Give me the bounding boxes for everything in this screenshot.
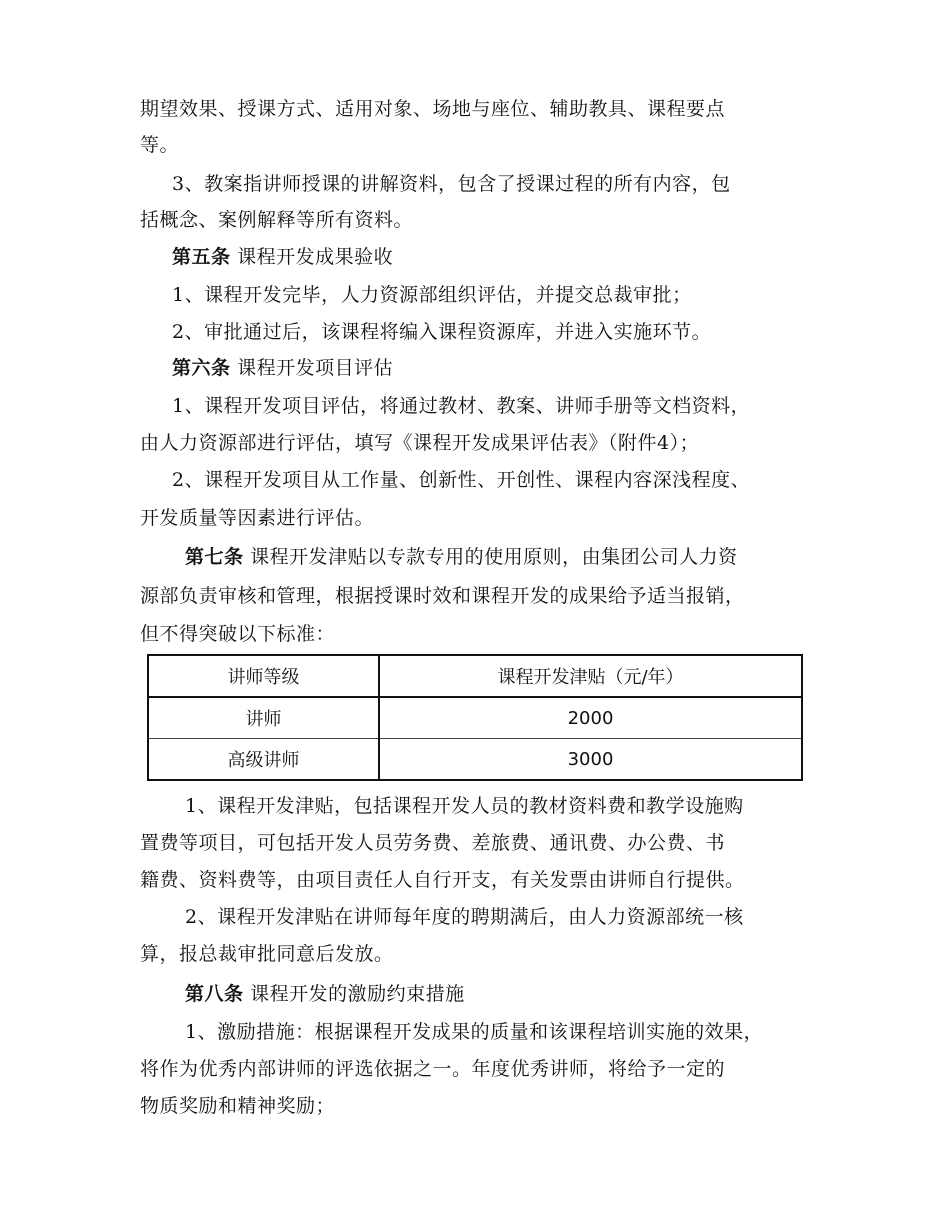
article-title-text: 课程开发项目评估 [237,357,394,379]
paragraph-line: 算，报总裁审批同意后发放。 [140,943,394,965]
article-heading: 第六条 [172,357,231,379]
table-cell: 高级讲师 [148,739,379,781]
paragraph-line: 括概念、案例解释等所有资料。 [140,209,414,231]
article-title-text: 课程开发的激励约束措施 [250,983,465,1005]
paragraph-line: 3、教案指讲师授课的讲解资料，包含了授课过程的所有内容，包 [172,173,731,195]
article-6-title [172,356,393,380]
article-title-text: 课程开发成果验收 [237,246,394,268]
article-7-title [185,545,738,569]
article-heading: 第八条 [185,983,244,1005]
paragraph-line: 1、激励措施：根据课程开发成果的质量和该课程培训实施的效果， [185,1021,764,1043]
paragraph-line: 物质奖励和精神奖励； [140,1095,336,1117]
paragraph-line: 源部负责审核和管理，根据授课时效和课程开发的成果给予适当报销， [140,585,745,607]
table-cell: 2000 [379,697,802,739]
paragraph-line: 1、课程开发津贴，包括课程开发人员的教材资料费和教学设施购 [185,795,744,817]
table-header-cell: 课程开发津贴（元/年） [379,655,802,697]
allowance-table [147,654,803,781]
paragraph-line: 1、课程开发项目评估，将通过教材、教案、讲师手册等文档资料， [172,395,751,417]
table-cell: 讲师 [148,697,379,739]
paragraph-line: 期望效果、授课方式、适用对象、场地与座位、辅助教具、课程要点 [140,98,726,120]
table-header-row [148,655,802,697]
table-header-cell: 讲师等级 [148,655,379,697]
article-5-title [172,245,393,269]
paragraph-line: 等。 [140,134,180,156]
paragraph-line: 置费等项目，可包括开发人员劳务费、差旅费、通讯费、办公费、书 [140,832,726,854]
article-heading: 第七条 [185,546,244,568]
table-cell: 3000 [379,739,802,781]
paragraph-line: 籍费、资料费等，由项目责任人自行开支，有关发票由讲师自行提供。 [140,869,745,891]
table-row [148,739,802,781]
paragraph-line: 2、审批通过后，该课程将编入课程资源库，并进入实施环节。 [172,321,712,343]
article-title-text: 课程开发津贴以专款专用的使用原则，由集团公司人力资 [250,546,738,568]
paragraph-line: 2、课程开发津贴在讲师每年度的聘期满后，由人力资源部统一核 [185,906,744,928]
paragraph-line: 2、课程开发项目从工作量、创新性、开创性、课程内容深浅程度、 [172,469,751,491]
article-heading: 第五条 [172,246,231,268]
paragraph-line: 将作为优秀内部讲师的评选依据之一。年度优秀讲师，将给予一定的 [140,1058,726,1080]
article-8-title [185,982,465,1006]
paragraph-line: 但不得突破以下标准： [140,623,336,645]
paragraph-line: 开发质量等因素进行评估。 [140,507,375,529]
table-row [148,697,802,739]
paragraph-line: 1、课程开发完毕，人力资源部组织评估，并提交总裁审批； [172,284,692,306]
paragraph-line: 由人力资源部进行评估，填写《课程开发成果评估表》（附件4）； [140,432,700,454]
